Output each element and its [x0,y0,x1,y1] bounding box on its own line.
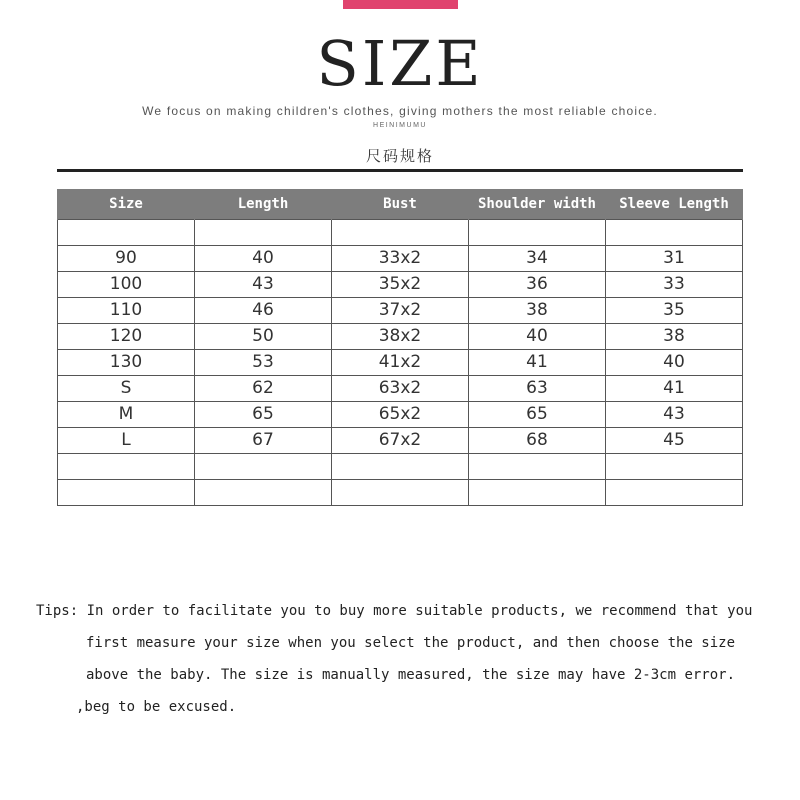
accent-bar [343,0,458,9]
table-cell: 41 [606,376,743,402]
table-cell [606,480,743,506]
column-header-size: Size [58,189,195,220]
table-row [58,272,743,298]
table-cell [606,454,743,480]
table-cell [58,454,195,480]
table-cell: 67 [195,428,332,454]
table-cell [469,220,606,246]
table-cell: 40 [195,246,332,272]
table-row [58,298,743,324]
column-header-sleeve-length: Sleeve Length [606,189,743,220]
brand-name: HEINIMUMU [373,122,427,129]
size-spec-subtitle: 尺码规格 [365,147,434,165]
table-cell: 110 [58,298,195,324]
table-cell: 40 [606,350,743,376]
table-cell [195,480,332,506]
table-cell: 31 [606,246,743,272]
page-title: SIZE [316,27,484,100]
table-cell: L [58,428,195,454]
table-row [58,350,743,376]
table-row [58,402,743,428]
tips-line: Tips: In order to facilitate you to buy more suitable products, we recommend that you [36,603,753,619]
table-cell: 40 [469,324,606,350]
tagline: We focus on making children's clothes, giving mothers the most reliable choice. [142,104,658,118]
table-cell: 43 [195,272,332,298]
table-cell: 43 [606,402,743,428]
table-cell: 33x2 [332,246,469,272]
divider-rule [57,169,743,172]
column-header-shoulder-width: Shoulder width [469,189,606,220]
table-cell [469,454,606,480]
table-cell: 35x2 [332,272,469,298]
table-cell: 63x2 [332,376,469,402]
column-header-length: Length [195,189,332,220]
table-cell: 90 [58,246,195,272]
table-cell: 34 [469,246,606,272]
table-row [58,220,743,246]
table-cell: 67x2 [332,428,469,454]
table-cell: M [58,402,195,428]
table-cell: 65 [469,402,606,428]
table-cell: 41x2 [332,350,469,376]
table-cell: 38 [469,298,606,324]
table-cell [332,220,469,246]
table-cell [606,220,743,246]
table-cell: 65x2 [332,402,469,428]
table-cell: 50 [195,324,332,350]
table-cell: 36 [469,272,606,298]
table-cell [332,480,469,506]
tips-line: ,beg to be excused. [76,699,237,715]
table-cell [195,454,332,480]
tips-line: above the baby. The size is manually measured, the size may have 2-3cm error. [86,667,736,683]
table-cell: 45 [606,428,743,454]
table-cell: 130 [58,350,195,376]
table-cell: 38 [606,324,743,350]
table-cell: 37x2 [332,298,469,324]
table-row [58,324,743,350]
table-cell: 46 [195,298,332,324]
table-row [58,246,743,272]
table-row [58,376,743,402]
table-cell: S [58,376,195,402]
size-table [57,189,743,506]
table-cell: 53 [195,350,332,376]
table-header-row [58,189,743,220]
table-row [58,454,743,480]
table-cell [195,220,332,246]
table-cell: 35 [606,298,743,324]
tips-line: first measure your size when you select the product, and then choose the size [86,635,736,651]
table-row [58,480,743,506]
table-body [58,220,743,506]
table-cell: 33 [606,272,743,298]
table-cell: 62 [195,376,332,402]
table-cell: 120 [58,324,195,350]
table-row [58,428,743,454]
table-cell [58,220,195,246]
table-cell: 65 [195,402,332,428]
column-header-bust: Bust [332,189,469,220]
table-cell: 38x2 [332,324,469,350]
table-cell: 63 [469,376,606,402]
table-cell: 68 [469,428,606,454]
table-cell [469,480,606,506]
table-cell: 41 [469,350,606,376]
table-cell [58,480,195,506]
table-cell: 100 [58,272,195,298]
table-cell [332,454,469,480]
